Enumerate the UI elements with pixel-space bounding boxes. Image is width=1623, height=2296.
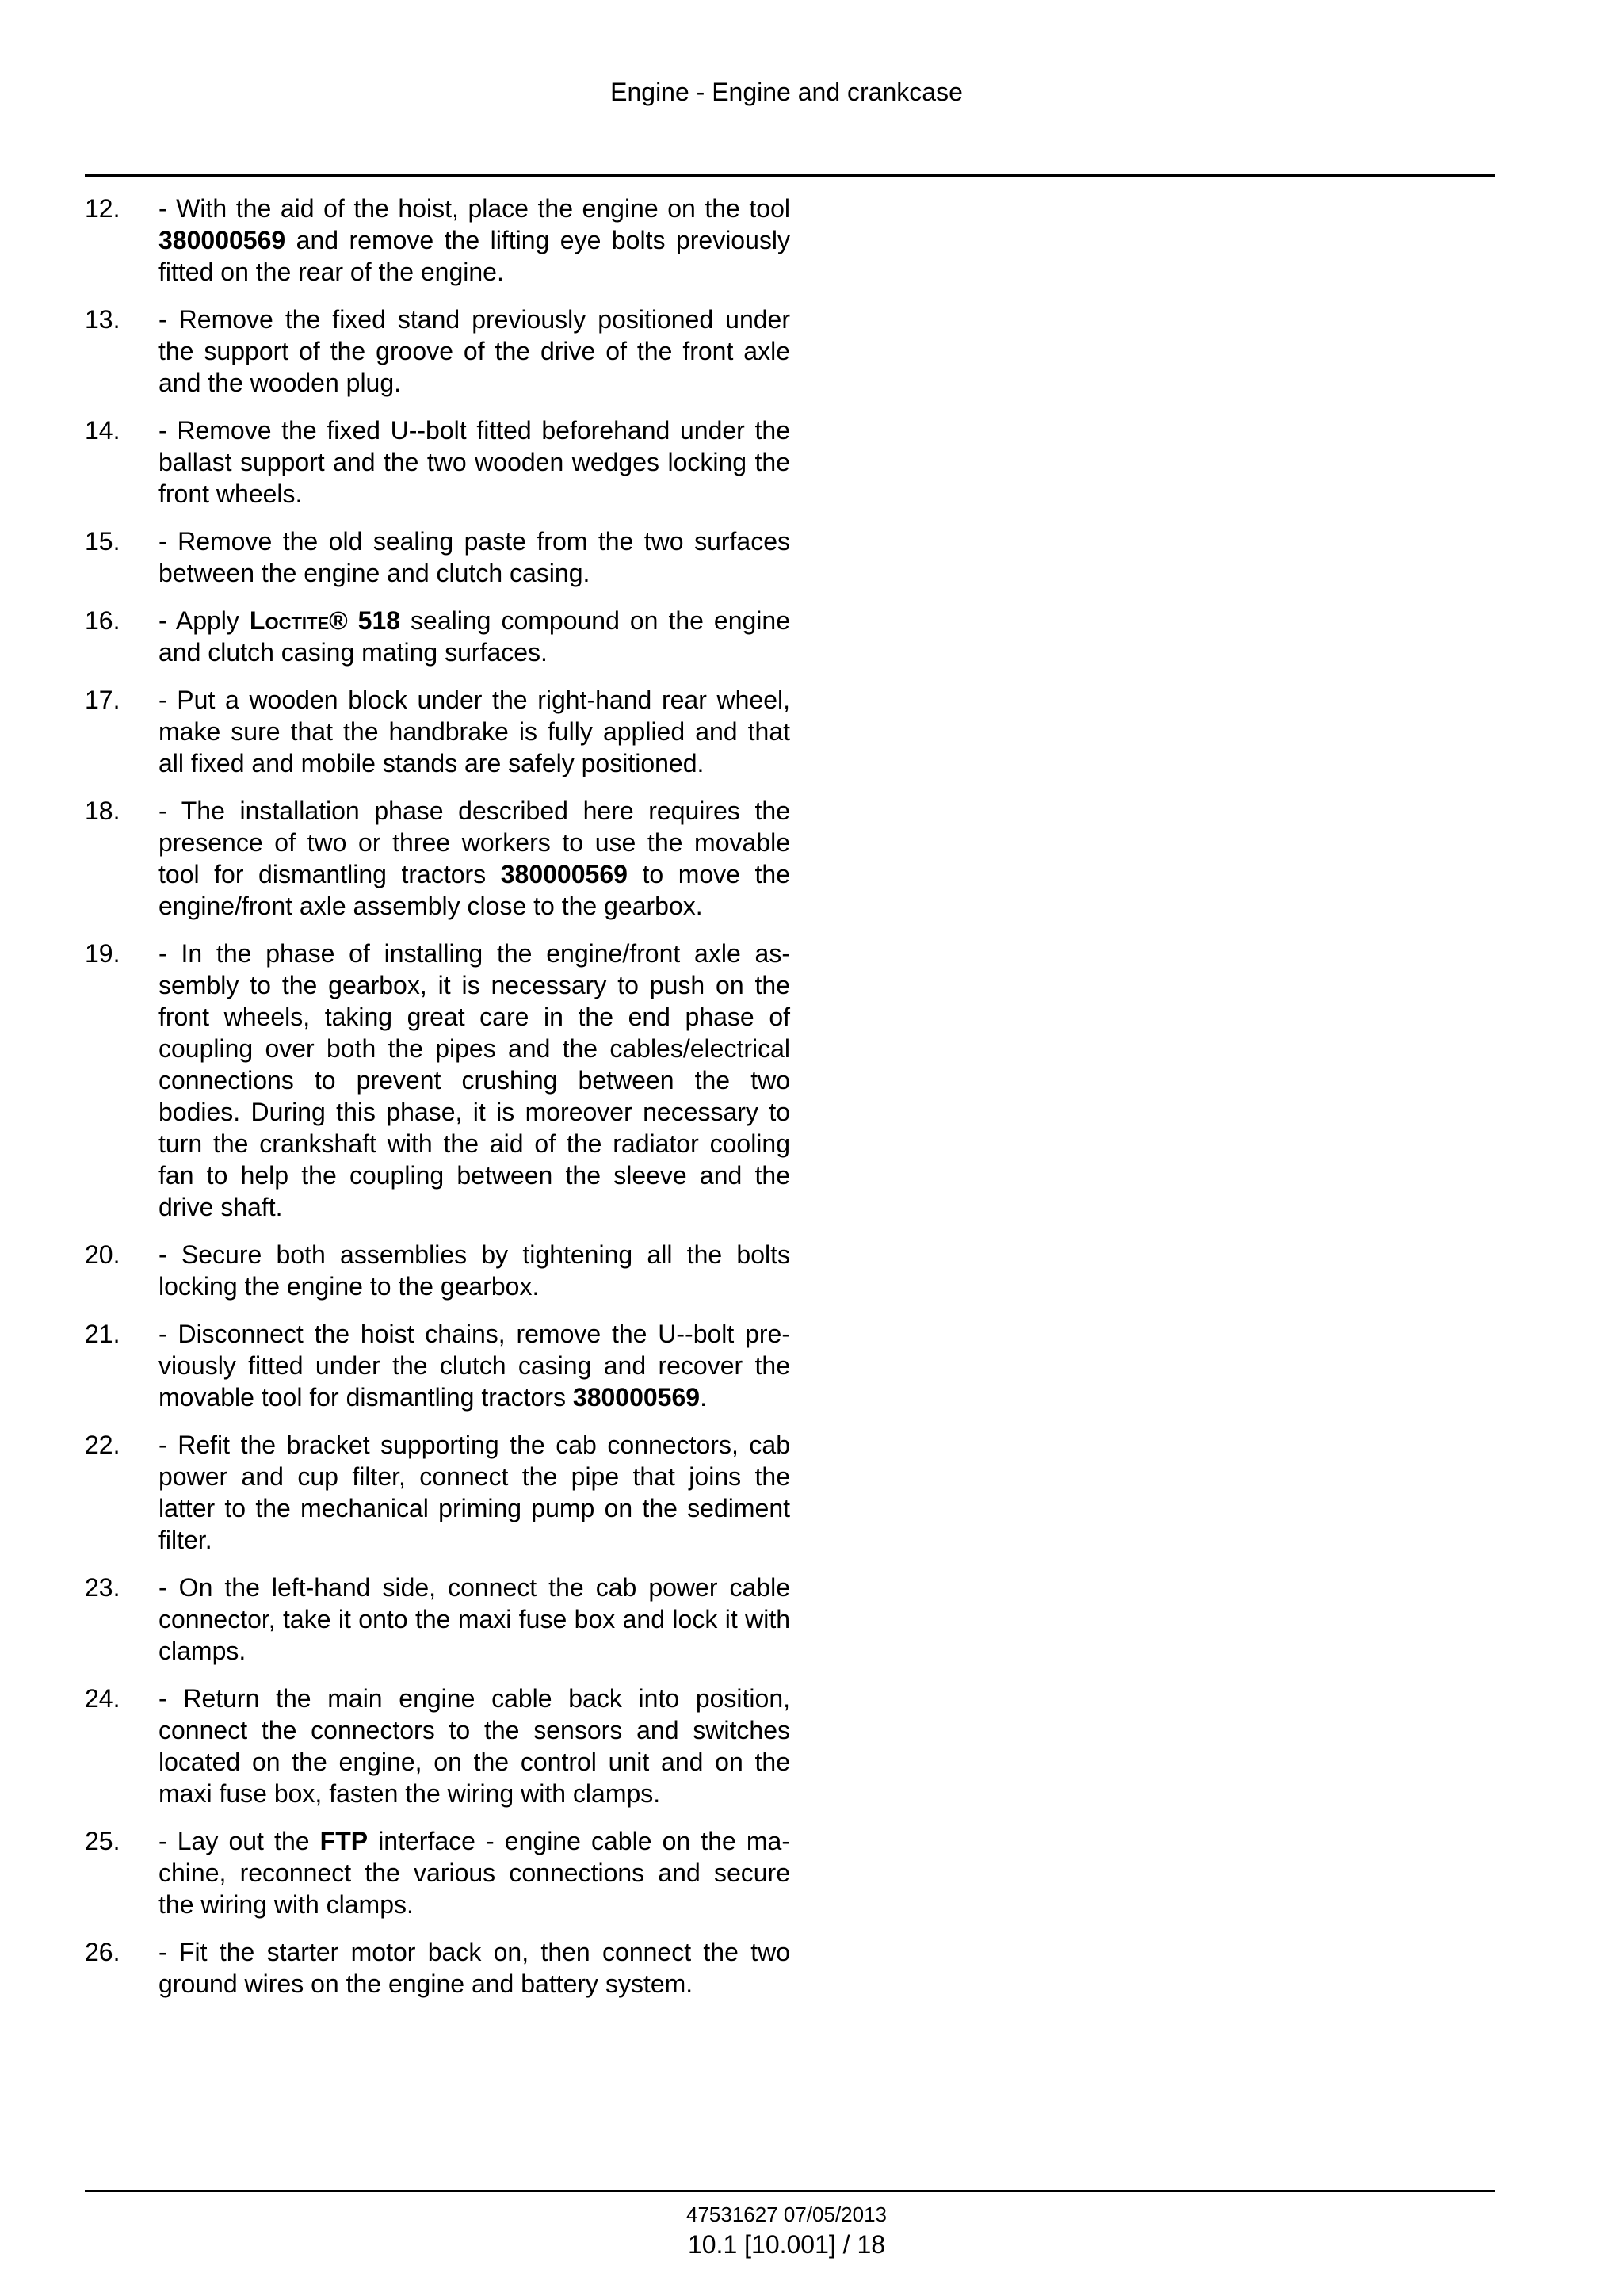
- step-number: 25.: [85, 1827, 120, 1855]
- part-number-emphasis: 380000569: [500, 860, 628, 888]
- step-text-segment: - With the aid of the hoist, place the engine on the tool: [158, 194, 790, 223]
- step-text-segment: - Fit the starter motor back on, then connect the two ground wires on the engine and battery system.: [158, 1938, 790, 1998]
- step-text-segment: - Return the main engine cable back into position, connect the connectors to the sensors and switches located on the engine, on the control unit and on the maxi fuse box, fasten the wiring with clamps.: [158, 1684, 790, 1808]
- step-text: [158, 1683, 790, 1809]
- step-text: [158, 795, 790, 922]
- step-number: 20.: [85, 1240, 120, 1269]
- procedure-step: [85, 1936, 790, 2000]
- procedure-step: [85, 795, 790, 922]
- step-number: 26.: [85, 1938, 120, 1966]
- step-number: 18.: [85, 797, 120, 825]
- step-text-segment: - On the left-hand side, connect the cab power cable connector, take it onto the maxi fuse box and lock it with clamps.: [158, 1573, 790, 1665]
- step-text-segment: sealing compound on the engine and clutch casing mating surfaces.: [158, 606, 791, 667]
- step-number: 19.: [85, 939, 120, 968]
- procedure-step: [85, 193, 790, 288]
- procedure-steps-list: [85, 193, 790, 2015]
- step-text: [158, 1429, 790, 1556]
- part-number-emphasis: 380000569: [572, 1383, 701, 1412]
- step-text-segment: .: [700, 1383, 707, 1412]
- step-number: 17.: [85, 686, 120, 714]
- step-text: [158, 605, 790, 668]
- step-text-segment: and remove the lifting eye bolts previously fitted on the rear of the engine.: [158, 226, 790, 286]
- step-text: [158, 525, 790, 589]
- step-text-segment: - Put a wooden block under the right-hand rear wheel, make sure that the handbrake is fully applied and that all fixed and mobile stands are safely positioned.: [158, 686, 790, 777]
- footer-divider: [85, 2190, 1495, 2192]
- step-number: 13.: [85, 305, 120, 334]
- header-divider: [85, 174, 1495, 177]
- step-text: [158, 193, 790, 288]
- footer-document-reference: 47531627 07/05/2013: [685, 2202, 888, 2226]
- step-text-segment: to move the engine/front axle assembly close to the gearbox.: [158, 860, 791, 920]
- step-text-segment: interface - engine cable on the machine, reconnect the various connections and secure the wiring with clamps.: [158, 1827, 791, 1919]
- step-text-segment: - Refit the bracket supporting the cab connectors, cab power and cup filter, connect the pipe that joins the latter to the mechanical priming pump on the sediment filter.: [158, 1431, 790, 1554]
- procedure-step: [85, 684, 790, 779]
- procedure-step: [85, 1318, 790, 1413]
- part-number-emphasis: 380000569: [158, 226, 286, 254]
- step-text-segment: - Lay out the: [158, 1827, 320, 1855]
- step-number: 16.: [85, 606, 120, 635]
- procedure-step: [85, 1239, 790, 1302]
- procedure-step: [85, 525, 790, 589]
- procedure-step: [85, 1825, 790, 1920]
- step-text-segment: - Remove the fixed stand previously positioned under the support of the groove of the drive of the front axle and the wooden plug.: [158, 305, 790, 397]
- step-text: [158, 1318, 790, 1413]
- step-text: [158, 1239, 790, 1302]
- procedure-step: [85, 1429, 790, 1556]
- step-text: [158, 684, 790, 779]
- step-text: [158, 1572, 790, 1667]
- step-text: [158, 1936, 790, 2000]
- footer-page-reference: 10.1 [10.001] / 18: [687, 2230, 886, 2259]
- step-number: 21.: [85, 1320, 120, 1348]
- procedure-step: [85, 415, 790, 510]
- step-number: 23.: [85, 1573, 120, 1602]
- part-number-emphasis: FTP: [319, 1827, 369, 1855]
- step-text: [158, 415, 790, 510]
- procedure-step: [85, 304, 790, 399]
- step-text-segment: - Remove the fixed U--bolt fitted beforehand under the ballast support and the two wooden wedges locking the front wheels.: [158, 416, 790, 508]
- procedure-step: [85, 1683, 790, 1809]
- procedure-step: [85, 938, 790, 1223]
- step-number: 14.: [85, 416, 120, 445]
- step-text: [158, 1825, 790, 1920]
- procedure-step: [85, 605, 790, 668]
- step-number: 22.: [85, 1431, 120, 1459]
- step-text-segment: - Secure both assemblies by tightening all the bolts locking the engine to the gearbox.: [158, 1240, 790, 1301]
- step-text-segment: - The installation phase described here requires the presence of two or three workers to use the movable tool for dismantling tractors: [158, 797, 790, 888]
- page-header-title: Engine - Engine and crankcase: [610, 78, 963, 106]
- step-number: 15.: [85, 527, 120, 556]
- step-text-segment: - Apply: [158, 606, 250, 635]
- part-number-emphasis: ® 518: [329, 606, 401, 635]
- step-number: 12.: [85, 194, 120, 223]
- procedure-step: [85, 1572, 790, 1667]
- step-text-segment: - Disconnect the hoist chains, remove the U--bolt previously fitted under the clutch casing and recover the movable tool for dismantling tractors: [158, 1320, 790, 1412]
- step-text-segment: - Remove the old sealing paste from the two surfaces between the engine and clutch casing.: [158, 527, 790, 587]
- step-text-segment: - In the phase of installing the engine/front axle assembly to the gearbox, it is necessary to push on the front wheels, taking great care in the end phase of coupling over both the pipes and the cables/electrical connections to prevent crushing between the two bodies. During this phase, it is moreover necessary to turn the crankshaft with the aid of the radiator cooling fan to help the coupling between the sleeve and the drive shaft.: [158, 939, 790, 1221]
- step-number: 24.: [85, 1684, 120, 1713]
- step-text: [158, 938, 790, 1223]
- step-text: [158, 304, 790, 399]
- product-name: Loctite: [249, 606, 330, 635]
